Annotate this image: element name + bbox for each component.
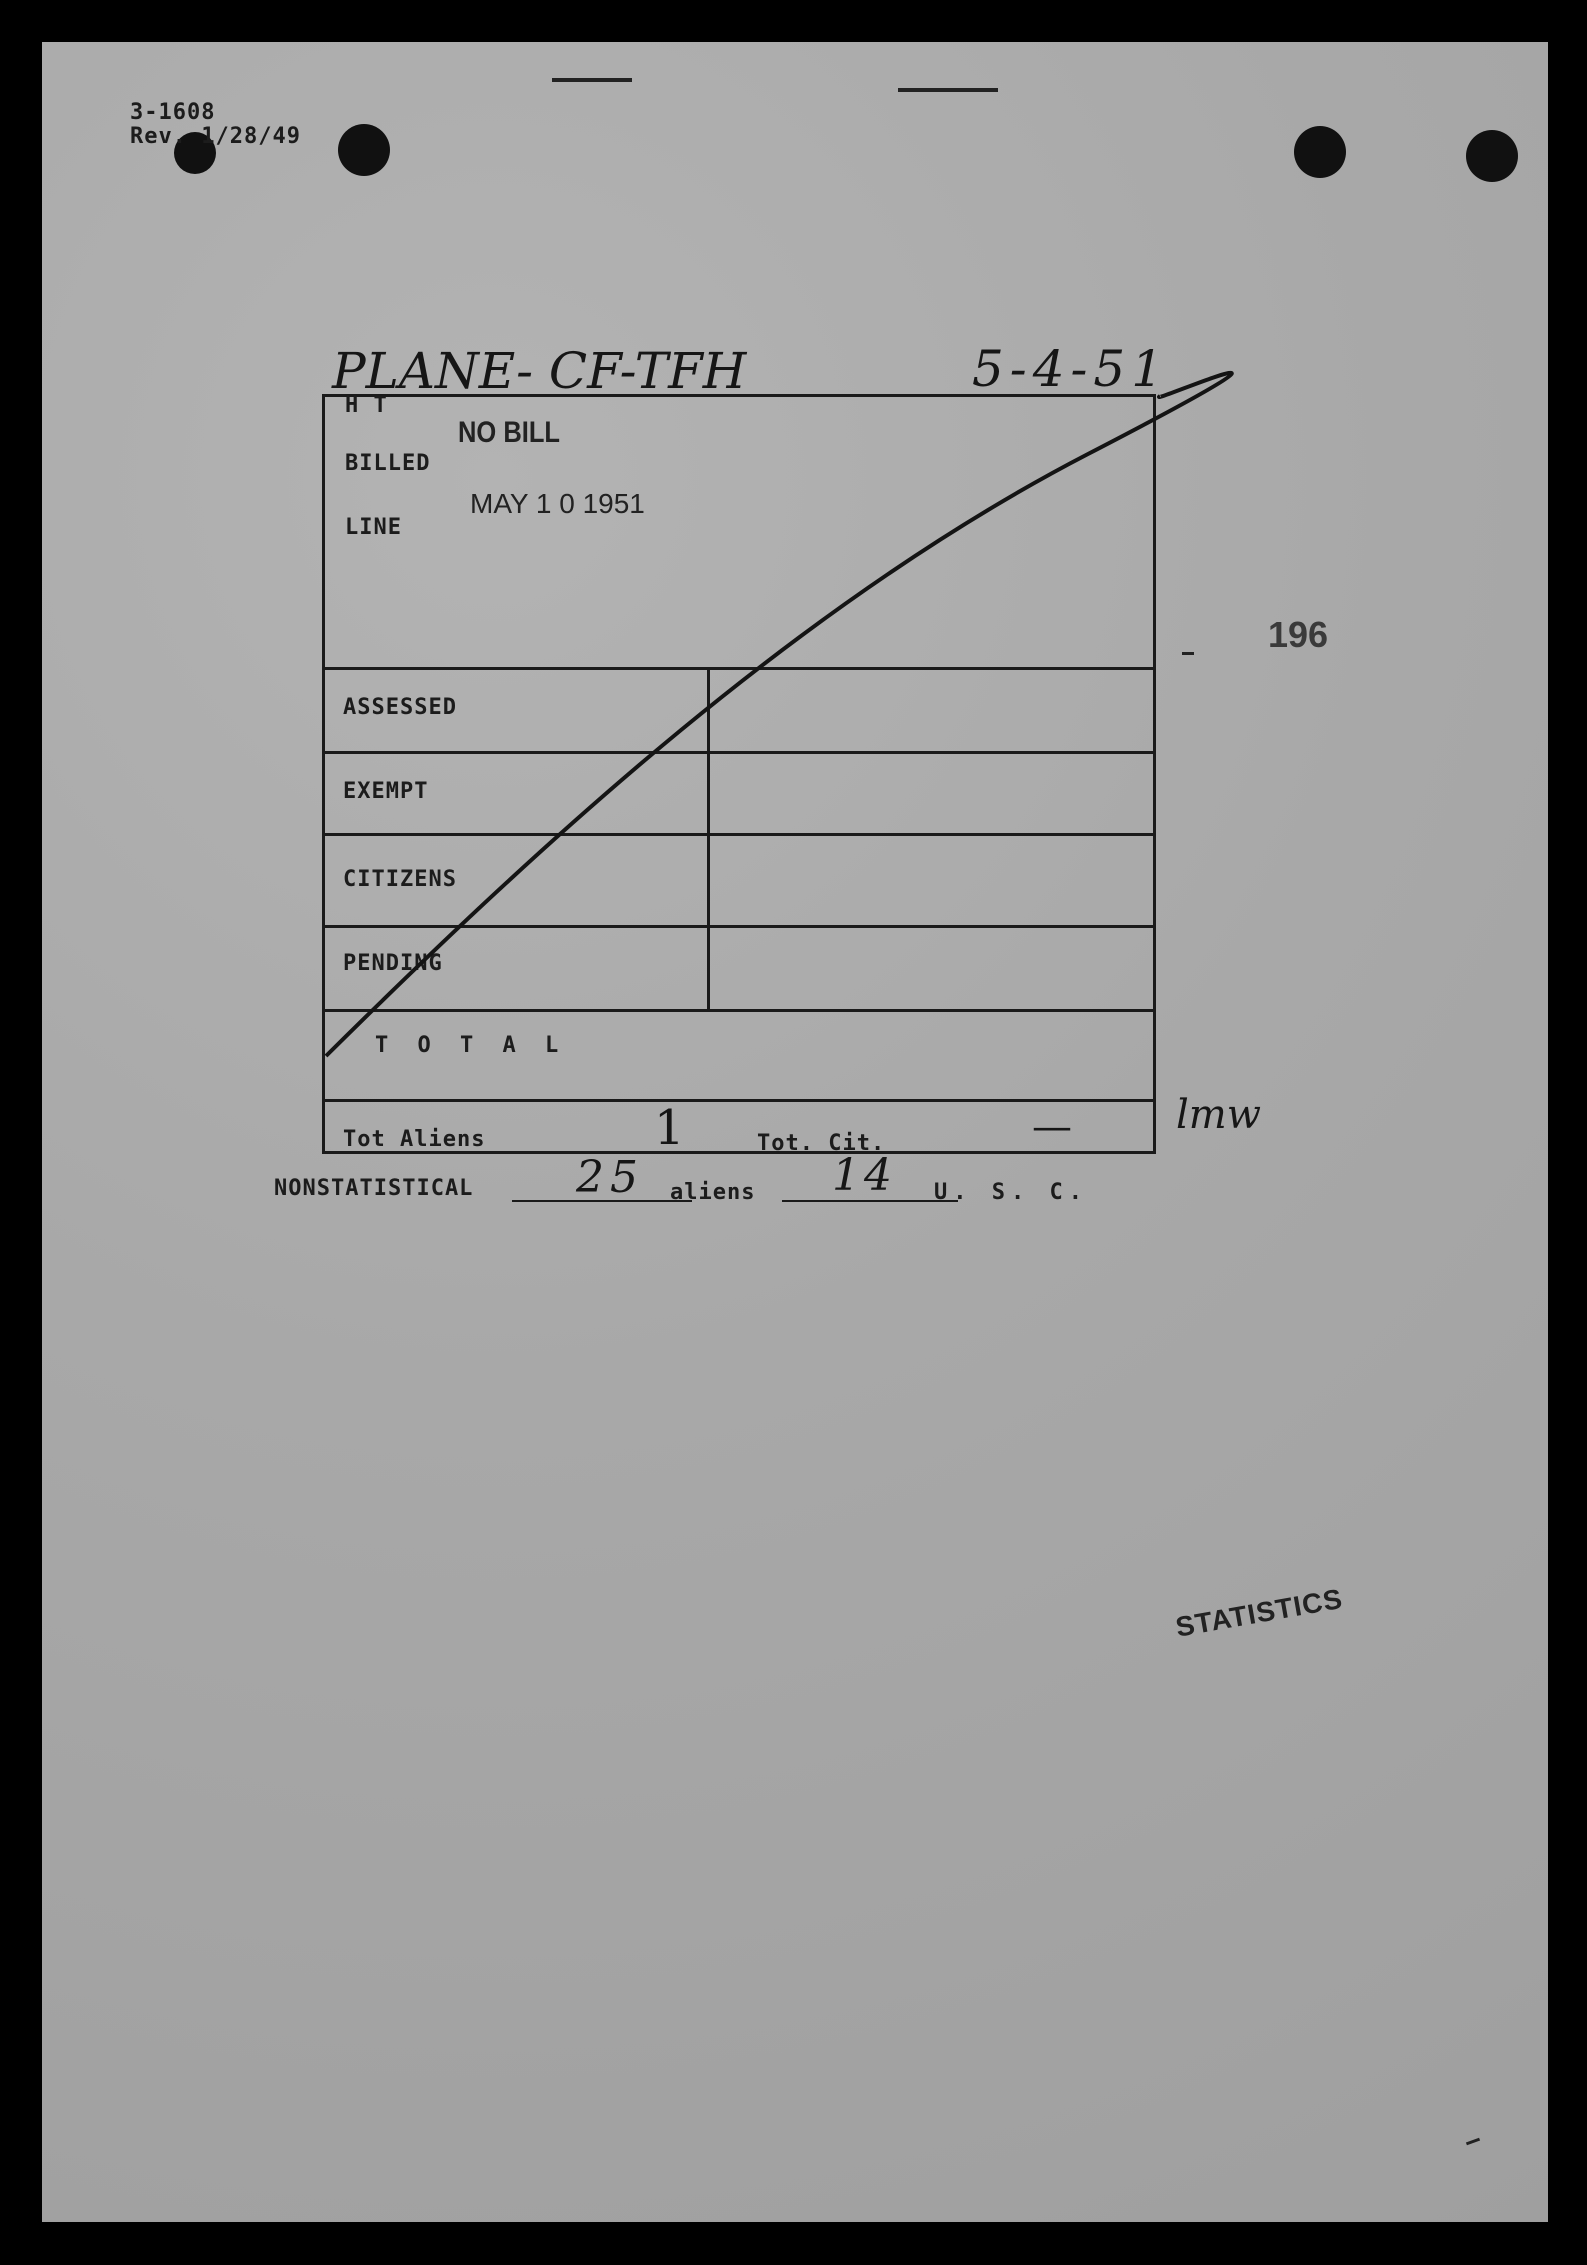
total-label: T O T A L	[375, 1033, 567, 1058]
no-bill-stamp: NO BILL	[458, 416, 560, 449]
tot-cit-value: —	[1032, 1104, 1072, 1150]
statistics-stamp: STATISTICS	[1173, 1582, 1346, 1643]
received-date-stamp: MAY 1 0 1951	[470, 488, 645, 519]
document-sheet	[42, 42, 1548, 2222]
tot-aliens-label: Tot Aliens	[343, 1127, 486, 1152]
ht-label: H T	[345, 393, 388, 418]
initials: lmw	[1176, 1092, 1261, 1138]
nonstatistical-aliens-label: aliens	[670, 1180, 756, 1205]
billed-label: BILLED	[345, 451, 431, 476]
plane-id: PLANE- CF-TFH	[332, 342, 747, 400]
exempt-label: EXEMPT	[343, 779, 429, 804]
manifest-date: 5-4-51	[972, 340, 1170, 398]
assessed-label: ASSESSED	[343, 695, 457, 720]
nonstatistical-usc-value: 14	[832, 1150, 896, 1201]
form-number: 3-1608	[130, 100, 216, 125]
page-number: 196	[1268, 614, 1329, 655]
nonstatistical-usc-label: U. S. C.	[934, 1180, 1088, 1205]
citizens-label: CITIZENS	[343, 867, 457, 892]
line-label: LINE	[345, 515, 402, 540]
nonstatistical-aliens-value: 25	[576, 1152, 644, 1203]
tot-aliens-value: 1	[654, 1100, 685, 1156]
cancellation-line	[42, 42, 1548, 2222]
nonstatistical-label: NONSTATISTICAL	[274, 1176, 474, 1201]
pending-label: PENDING	[343, 951, 443, 976]
form-revision: Rev. 1/28/49	[130, 124, 301, 149]
tot-cit-label: Tot. Cit.	[757, 1131, 886, 1156]
